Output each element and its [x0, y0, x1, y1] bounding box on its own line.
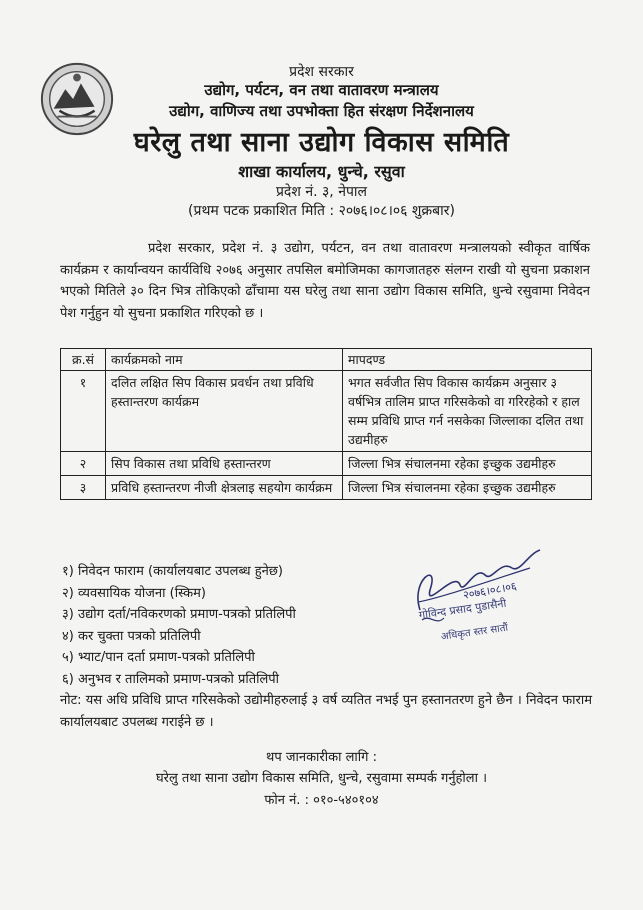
header-directorate: उद्योग, वाणिज्य तथा उपभोक्ता हित संरक्षण निर्देशनालय: [169, 102, 474, 120]
list-item: ५) भ्याट/पान दर्ता प्रमाण-पत्रको प्रतिलिपी: [62, 650, 255, 665]
note-paragraph: नोट: यस अधि प्रविधि प्राप्त गरिसकेको उद्योमीहरुलाई ३ वर्ष व्यतित नभई पुन हस्तानतरण हुने छैन । निवेदन फाराम कार्यालयबाट उपलब्ध गराईने छ ।: [60, 693, 592, 730]
header-office: शाखा कार्यालय, धुन्चे, रसुवा: [238, 162, 405, 181]
stamp-post: अधिकृत स्तर सातौं: [440, 622, 509, 643]
header-publish-date: (प्रथम पटक प्रकाशित मिति : २०७६।०८।०६ शुक्रबार): [188, 203, 455, 219]
footer-phone: फोन नं. : ०१०-५४०१०४: [264, 793, 379, 808]
table-row: [61, 476, 592, 500]
list-item: ३) उद्योग दर्ता/नविकरणको प्रमाण-पत्रको प्रतिलिपी: [62, 607, 296, 622]
col-header-criteria: मापदण्ड: [343, 349, 592, 371]
col-header-sn: क्र.सं: [61, 349, 106, 371]
list-item: १) निवेदन फाराम (कार्यालयबाट उपलब्ध हुनेछ): [62, 564, 283, 579]
header-ministry: उद्योग, पर्यटन, वन तथा वातावरण मन्त्रालय: [204, 81, 439, 99]
footer-contact: घरेलु तथा साना उद्योग विकास समिति, धुन्चे, रसुवामा सम्पर्क गर्नुहोला ।: [155, 771, 488, 786]
stamp-name: गोविन्द प्रसाद पुडासैनी: [418, 596, 508, 622]
col-header-program: कार्यक्रमको नाम: [106, 349, 343, 371]
signature-date: २०७६।०८।०६: [462, 579, 518, 602]
cell-sn: १: [61, 371, 106, 452]
header-province: प्रदेश नं. ३, नेपाल: [275, 184, 368, 200]
list-item: २) व्यवसायिक योजना (स्किम): [62, 585, 206, 601]
list-item: ४) कर चुक्ता पत्रको प्रतिलिपी: [62, 628, 201, 644]
cell-program: सिप विकास तथा प्रविधि हस्तान्तरण: [106, 452, 343, 476]
table-row: [61, 371, 592, 452]
list-item: ६) अनुभव र तालिमको प्रमाण-पत्रको प्रतिलिपी: [62, 671, 280, 687]
cell-criteria: जिल्ला भित्र संचालनमा रहेका इच्छुक उद्यमीहरु: [343, 476, 592, 500]
required-documents-list: [62, 561, 296, 690]
cell-criteria: भगत सर्वजीत सिप विकास कार्यक्रम अनुसार ३ वर्षभित्र तालिम प्राप्त गरिसकेको वा गरिरहेको र हाल सम्म प्रविधि प्राप्त गर्न नसकेका जिल्लाका दलित तथा उद्यमीहरु: [343, 371, 592, 452]
cell-program: दलित लक्षित सिप विकास प्रवर्धन तथा प्रविधि हस्तान्तरण कार्यक्रम: [106, 371, 343, 452]
footer-more-info: थप जानकारीका लागि :: [266, 750, 377, 765]
header-line-1: प्रदेश सरकार: [289, 64, 354, 80]
intro-paragraph: प्रदेश सरकार, प्रदेश नं. ३ उद्योग, पर्यटन, वन तथा वातावरण मन्त्रालयको स्वीकृत वार्षिक कार्यक्रम र कार्यान्वयन कार्यविधि २०७६ अनुसार तपसिल बमोजिमका कागजातहरु संलग्न राखी यो सुचना प्रकाशन भएको मितिले ३० दिन भित्र तोकिएको ढाँचामा यस घरेलु तथा साना उद्योग विकास समिति, धुन्चे रसुवामा निवेदन पेश गर्नुहुन यो सुचना प्रकाशित गरिएको छ ।: [60, 241, 590, 321]
table-row: [61, 452, 592, 476]
cell-sn: ३: [61, 476, 106, 500]
table-header-row: [61, 349, 592, 371]
program-table: [60, 348, 592, 500]
cell-criteria: जिल्ला भित्र संचालनमा रहेका इच्छुक उद्यमीहरु: [343, 452, 592, 476]
header-committee: घरेलु तथा साना उद्योग विकास समिति: [133, 127, 510, 158]
cell-program: प्रविधि हस्तान्तरण नीजी क्षेत्रलाइ सहयोग कार्यक्रम: [106, 476, 343, 500]
cell-sn: २: [61, 452, 106, 476]
